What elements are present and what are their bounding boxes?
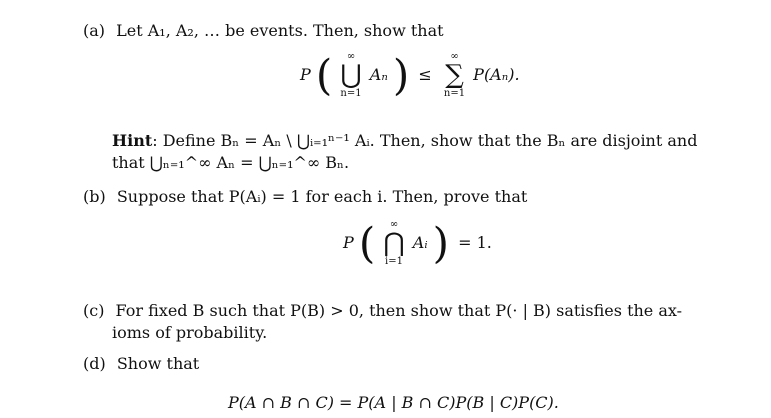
part-d-equation [228,393,559,412]
part-a-prob: P [300,65,311,84]
sum-symbol: ∑ [445,60,464,90]
part-d-label: (d) [83,354,106,373]
sum-lower-limit: n=1 [443,88,466,99]
part-a-hint [112,130,722,174]
hint-text-1: : Define Bₙ = Aₙ \ ⋃ᵢ₌₁ⁿ⁻¹ Aᵢ. Then, show that the Bₙ are disjoint and [152,131,698,150]
left-paren: ( [358,218,376,268]
part-c-line-1: For fixed B such that P(B) > 0, then show that P(· | B) satisfies the ax- [115,301,683,320]
part-a-intro: Let A₁, A₂, … be events. Then, show that [116,21,444,40]
right-paren: ) [432,218,450,268]
part-d-statement [83,353,199,375]
part-c-line-2: ioms of probability. [112,323,268,342]
part-d-formula: P(A ∩ B ∩ C) = P(A | B ∩ C)P(B | C)P(C). [228,393,559,412]
intersection-upper-limit: ∞ [389,219,399,230]
part-b-prob: P [343,233,354,252]
union-symbol: ⋃ [340,60,362,90]
hint-line-1 [112,130,722,152]
part-b-label: (b) [83,187,106,206]
sum-upper-limit: ∞ [450,51,459,62]
sum-term: P(Aₙ). [473,65,520,84]
intersection-set: Aᵢ [412,233,428,252]
hint-label: Hint [112,131,153,150]
sum-operator [444,52,465,99]
relation-symbol: ≤ [418,65,432,84]
part-a-statement [83,20,444,42]
union-operator [340,52,361,99]
part-b-rhs: = 1. [458,233,492,252]
part-d-text: Show that [116,354,200,373]
union-set: Aₙ [369,65,388,84]
right-paren: ) [392,50,410,100]
part-c-continuation [112,322,267,344]
union-lower-limit: n=1 [340,88,362,99]
intersection-operator [383,220,404,267]
hint-line-2: that ⋃ₙ₌₁^∞ Aₙ = ⋃ₙ₌₁^∞ Bₙ. [112,153,350,172]
part-a-label: (a) [83,21,106,40]
part-a-equation [300,52,520,99]
intersection-symbol: ⋂ [383,228,405,258]
intersection-lower-limit: i=1 [385,256,403,267]
part-b-statement [83,186,527,208]
part-c-label: (c) [83,301,105,320]
part-b-text: Suppose that P(Aᵢ) = 1 for each i. Then, prove that [116,187,528,206]
part-c-statement [83,300,682,322]
left-paren: ( [315,50,333,100]
part-b-equation [343,220,492,267]
union-upper-limit: ∞ [346,51,356,62]
